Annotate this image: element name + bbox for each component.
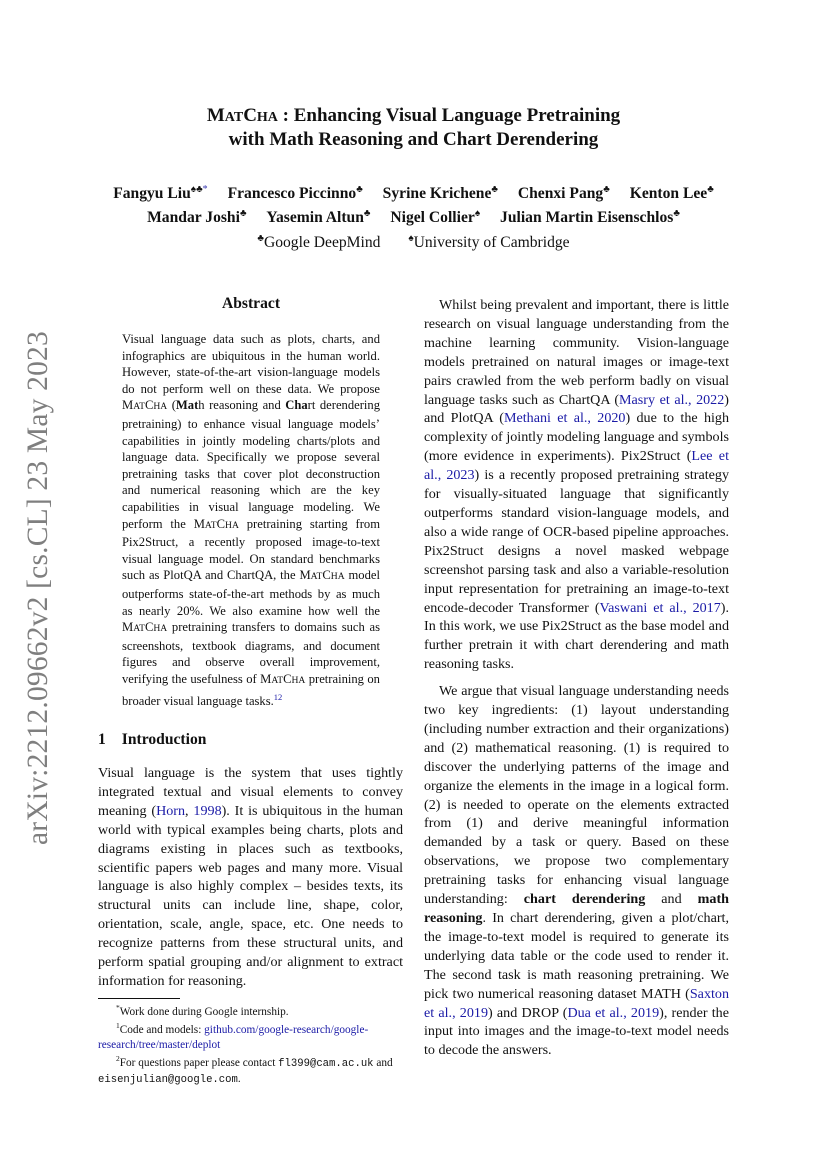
citation-link[interactable]: Methani et al., 2020 bbox=[503, 410, 626, 427]
author bbox=[383, 185, 498, 202]
author bbox=[390, 209, 480, 226]
affiliation-marks: ♣ bbox=[491, 184, 498, 195]
right-column bbox=[424, 296, 729, 1060]
abstract-text: ( bbox=[167, 398, 176, 413]
author bbox=[228, 185, 363, 202]
abstract-bold: Mat bbox=[175, 398, 199, 413]
footnote-mark: 1 bbox=[116, 1021, 120, 1031]
emphasis-text: math reasoning bbox=[424, 891, 729, 926]
title-line-1 bbox=[0, 105, 827, 129]
author-list bbox=[0, 180, 827, 253]
affiliation-marks: ♣ bbox=[673, 208, 680, 220]
body-text: and bbox=[645, 891, 698, 908]
affiliation-marks: ♣ bbox=[239, 208, 247, 220]
section-number: 1 bbox=[98, 731, 106, 748]
abstract-text: Visual language data such as plots, charts, and infographics are ubiquitous in the human world. However, state-of-the-art vision-language models do not perform well on these data. We propose bbox=[122, 332, 380, 396]
paper-title bbox=[0, 105, 827, 151]
affiliation-mark: ♠ bbox=[408, 232, 414, 244]
citation-link[interactable]: Saxton et al., 2019 bbox=[424, 985, 729, 1021]
affiliation-marks: ♣ bbox=[707, 184, 714, 195]
model-name: MATCHA bbox=[299, 568, 345, 583]
author-name: Nigel Collier bbox=[390, 209, 475, 227]
citation-link[interactable]: Lee et al., 2023 bbox=[424, 448, 729, 484]
author bbox=[500, 209, 680, 226]
author-name: Mandar Joshi bbox=[147, 209, 240, 227]
author bbox=[113, 185, 207, 202]
footnote-star-link[interactable]: * bbox=[202, 184, 208, 195]
paragraph bbox=[424, 682, 729, 1060]
title-model-name-part: HA bbox=[256, 110, 278, 125]
introduction-paragraph bbox=[98, 764, 403, 991]
author-name: Kenton Lee bbox=[629, 185, 708, 203]
title-model-name-part: M bbox=[206, 105, 225, 126]
affiliation bbox=[408, 234, 569, 251]
author-name: Yasemin Altun bbox=[266, 209, 364, 227]
author bbox=[518, 185, 610, 202]
footnote-text: Work done during Google internship. bbox=[119, 1005, 289, 1018]
footnote-star bbox=[98, 1001, 403, 1019]
model-name: MATCHA bbox=[260, 671, 306, 686]
citation-link[interactable]: 1998 bbox=[193, 802, 222, 819]
footnotes bbox=[98, 1001, 403, 1087]
body-text: ) and PlotQA ( bbox=[424, 391, 729, 427]
abstract-text: pretraining starting from Pix2Struct, a recently proposed image-to-text visual language model. On standard benchmarks such as PlotQA and ChartQA, the bbox=[122, 516, 380, 583]
author bbox=[630, 185, 714, 202]
author bbox=[147, 209, 246, 226]
arxiv-identifier-stamp: arXiv:2212.09662v2 [cs.CL] 23 May 2023 bbox=[22, 331, 54, 845]
footnote-2 bbox=[98, 1052, 403, 1087]
affiliations bbox=[0, 228, 827, 252]
body-text: ). It is ubiquitous in the human world with typical examples being charts, plots and diagrams existing in places such as textbooks, scientific papers web pages and many more. Visual language is also highly complex – besides texts, its structural units can include line, shape, color, orientation, scale, angle, space, etc. One needs to recognize patterns from these structural units, and perform spatial grouping and/or alignment to extract information for reasoning. bbox=[98, 802, 403, 989]
body-text: ) due to the high complexity of jointly modeling language and symbols (more evidence in experiments). Pix2Struct ( bbox=[424, 410, 730, 465]
citation-link[interactable]: Horn bbox=[156, 802, 186, 819]
footnote-reference-link[interactable]: 12 bbox=[273, 692, 283, 703]
citation-link[interactable]: Vaswani et al., 2017 bbox=[599, 599, 721, 616]
footnote-1 bbox=[98, 1019, 403, 1052]
affiliation-marks: ♣ bbox=[363, 208, 371, 220]
body-text: Visual language is the system that uses tightly integrated textual and visual elements to convey meaning ( bbox=[98, 765, 403, 819]
title-text: : Enhancing Visual Language Pretraining bbox=[277, 105, 621, 126]
section-title: Introduction bbox=[121, 731, 207, 748]
body-text: ) is a recently proposed pretraining strategy for visually-situated language that significantly outperforms standard vision-language models, and also a wide range of OCR-based pipeline approaches. Pix2Struct designs a novel masked webpage screenshot parsing task and also a variable-resolution input representation for pretraining an image-to-text encode-decoder Transformer ( bbox=[424, 467, 729, 616]
affiliation-marks: ♣ bbox=[603, 184, 610, 195]
affiliation-mark: ♣ bbox=[257, 232, 264, 244]
emphasis-text: chart derendering bbox=[523, 891, 646, 908]
model-name: MATCHA bbox=[122, 398, 168, 413]
contact-email: eisenjulian@google.com bbox=[98, 1073, 238, 1086]
title-line-2: with Math Reasoning and Chart Derendering bbox=[228, 129, 599, 150]
body-text: We argue that visual language understanding needs two key ingredients: (1) layout understanding (including number extraction and their organizations) and (2) mathematical reasoning. (1) is required to discover the underlying patterns of the image and organize the elements in the image in a logical form. (2) is needed to operate on the elements extracted from (1) and derive meaningful information demanded by a task or query. Based on these observations, we propose two complementary pretraining tasks for enhancing visual language understanding: bbox=[424, 683, 729, 908]
abstract-text: h reasoning and bbox=[198, 398, 286, 413]
contact-email: fl399@cam.ac.uk bbox=[278, 1058, 374, 1071]
footnote-mark: * bbox=[116, 1003, 120, 1012]
body-text: Whilst being prevalent and important, there is little research on visual language understanding from the machine learning community. Vision-language models pretrained on natural images or image-text pairs crawled from the web perform badly on visual language tasks such as ChartQA ( bbox=[424, 297, 729, 408]
author-name: Francesco Piccinno bbox=[227, 185, 357, 203]
affiliation-marks: ♣ bbox=[356, 184, 363, 195]
footnote-divider bbox=[98, 998, 180, 999]
footnote-text: For questions paper please contact bbox=[119, 1057, 279, 1070]
affiliation-marks: ♠♣ bbox=[190, 184, 203, 195]
author-line-2 bbox=[0, 204, 827, 228]
abstract-text: pretraining transfers to domains such as screenshots, textbook diagrams, and document figures and observe overall improvement, verifying the usefulness of bbox=[122, 620, 380, 686]
code-repository-link[interactable]: github.com/google-research/google-research/tree/master/deplot bbox=[98, 1024, 369, 1051]
body-text: ). In this work, we use Pix2Struct as the base model and further pretrain it with chart derendering and math reasoning tasks. bbox=[424, 599, 729, 673]
footnote-text: . bbox=[237, 1072, 241, 1085]
abstract-text: pretraining on broader visual language tasks. bbox=[122, 671, 380, 709]
author-name: Julian Martin Eisenschlos bbox=[500, 209, 674, 227]
title-model-name-part: AT bbox=[224, 110, 244, 125]
affiliation-name: University of Cambridge bbox=[413, 233, 570, 251]
citation-link[interactable]: Dua et al., 2019 bbox=[567, 1004, 660, 1021]
abstract-bold: Cha bbox=[285, 398, 308, 413]
author-name: Fangyu Liu bbox=[113, 185, 191, 203]
body-text: ) and DROP ( bbox=[488, 1004, 568, 1021]
abstract-body bbox=[122, 331, 380, 710]
body-text: , bbox=[185, 802, 194, 819]
footnote-mark: 2 bbox=[116, 1054, 120, 1064]
author-name: Syrine Krichene bbox=[382, 185, 492, 203]
model-name: MATCHA bbox=[193, 516, 239, 531]
section-heading-introduction bbox=[98, 731, 206, 749]
affiliation-name: Google DeepMind bbox=[263, 233, 381, 251]
title-model-name-part: C bbox=[243, 105, 257, 126]
footnote-text: Code and models: bbox=[119, 1024, 205, 1037]
author bbox=[266, 209, 370, 226]
body-text: ), render the input into images and the image-to-text model needs to decode the answers. bbox=[424, 1004, 729, 1059]
citation-link[interactable]: Masry et al., 2022 bbox=[619, 391, 725, 408]
abstract-text: model outperforms state-of-the-art methods by as much as nearly 20%. We also examine how well the bbox=[122, 568, 380, 618]
abstract-heading: Abstract bbox=[221, 295, 281, 312]
affiliation-marks: ♠ bbox=[474, 208, 481, 220]
footnote-text: and bbox=[373, 1057, 393, 1070]
paragraph bbox=[424, 296, 729, 674]
affiliation bbox=[257, 234, 380, 251]
body-text: . In chart derendering, given a plot/chart, the image-to-text model is required to generate its underlying data table or the code used to render it. The second task is math reasoning pretraining. We pick two numerical reasoning dataset MATH ( bbox=[424, 910, 729, 1002]
model-name: MATCHA bbox=[122, 620, 168, 635]
abstract-text: rt derendering pretraining) to enhance visual language models’ capabilities in jointly modeling charts/plots and language data. Specifically we propose several pretraining tasks that cover plot deconstruction and numerical reasoning which are the key capabilities in visual language modeling. We perform the bbox=[122, 398, 381, 531]
author-name: Chenxi Pang bbox=[517, 185, 604, 203]
author-line-1 bbox=[0, 180, 827, 204]
